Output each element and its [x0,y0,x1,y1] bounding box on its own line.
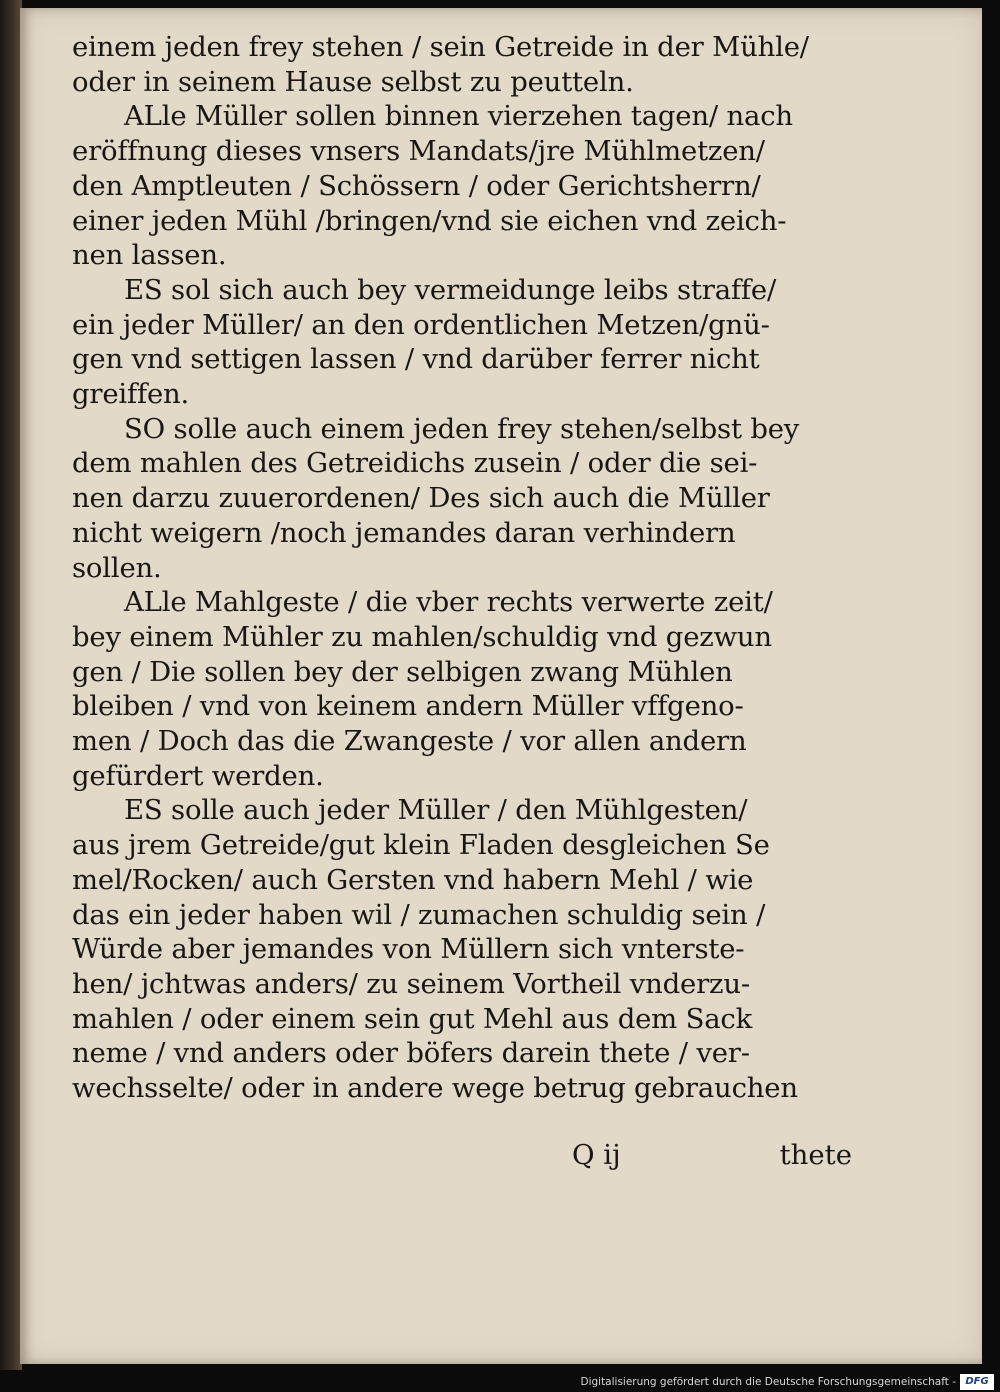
text-line: einem jeden frey stehen / sein Getreide in der Mühle/ [72,31,809,63]
page-text-block [72,30,852,1106]
text-line: gen vnd settigen lassen / vnd darüber ferrer nicht [72,343,760,376]
text-line: wechsselte/ oder in andere wege betrug gebrauchen [72,1072,798,1105]
text-line: men / Doch das die Zwangeste / vor allen andern [72,725,747,758]
text-line: nen lassen. [72,239,227,272]
dfg-logo-icon: DFG [960,1374,994,1390]
text-line: ein jeder Müller/ an den ordentlichen Metzen/gnü- [72,308,770,341]
text-line: gefürdert werden. [72,759,324,792]
text-line: mel/Rocken/ auch Gersten vnd habern Mehl / wie [72,863,754,896]
text-line: aus jrem Getreide/gut klein Fladen desgleichen Se [72,829,770,862]
book-spine [0,0,22,1370]
text-line: Würde aber jemandes von Müllern sich vnterste- [72,933,745,966]
text-line: bey einem Mühler zu mahlen/schuldig vnd gezwun [72,620,772,653]
text-line: das ein jeder haben wil / zumachen schuldig sein / [72,898,766,931]
text-line: nen darzu zuuerordenen/ Des sich auch die Müller [72,482,770,515]
funding-notice: Digitalisierung gefördert durch die Deutsche Forschungsgemeinschaft - [580,1376,956,1388]
signature-mark: Q ij [572,1139,621,1171]
text-line: mahlen / oder einem sein gut Mehl aus dem Sack [72,1002,753,1035]
text-line: bleiben / vnd von keinem andern Müller vffgeno- [72,690,744,723]
text-line: ALle Müller sollen binnen vierzehen tagen/ nach [124,100,793,133]
text-line: oder in seinem Hause selbst zu peutteln. [72,65,634,98]
text-line: greiffen. [72,378,190,411]
text-line: einer jeden Mühl /bringen/vnd sie eichen vnd zeich- [72,204,787,237]
book-page [20,8,982,1364]
page-footer [72,1139,852,1175]
text-line: SO solle auch einem jeden frey stehen/selbst bey [124,412,800,445]
text-line: dem mahlen des Getreidichs zusein / oder die sei- [72,447,758,480]
catchword: thete [779,1139,852,1171]
text-line: ALle Mahlgeste / die vber rechts verwerte zeit/ [124,586,773,619]
text-line: gen / Die sollen bey der selbigen zwang Mühlen [72,655,733,688]
text-line: ES solle auch jeder Müller / den Mühlgesten/ [124,794,748,827]
text-line: ES sol sich auch bey vermeidunge leibs straffe/ [124,273,777,306]
text-line: neme / vnd anders oder böfers darein thete / ver- [72,1037,750,1070]
text-line: den Amptleuten / Schössern / oder Gerichtsherrn/ [72,169,761,202]
text-line: hen/ jchtwas anders/ zu seinem Vortheil vnderzu- [72,967,750,1000]
text-line: eröffnung dieses vnsers Mandats/jre Mühlmetzen/ [72,135,765,168]
text-line: sollen. [72,551,162,584]
text-line: nicht weigern /noch jemandes daran verhindern [72,516,736,549]
